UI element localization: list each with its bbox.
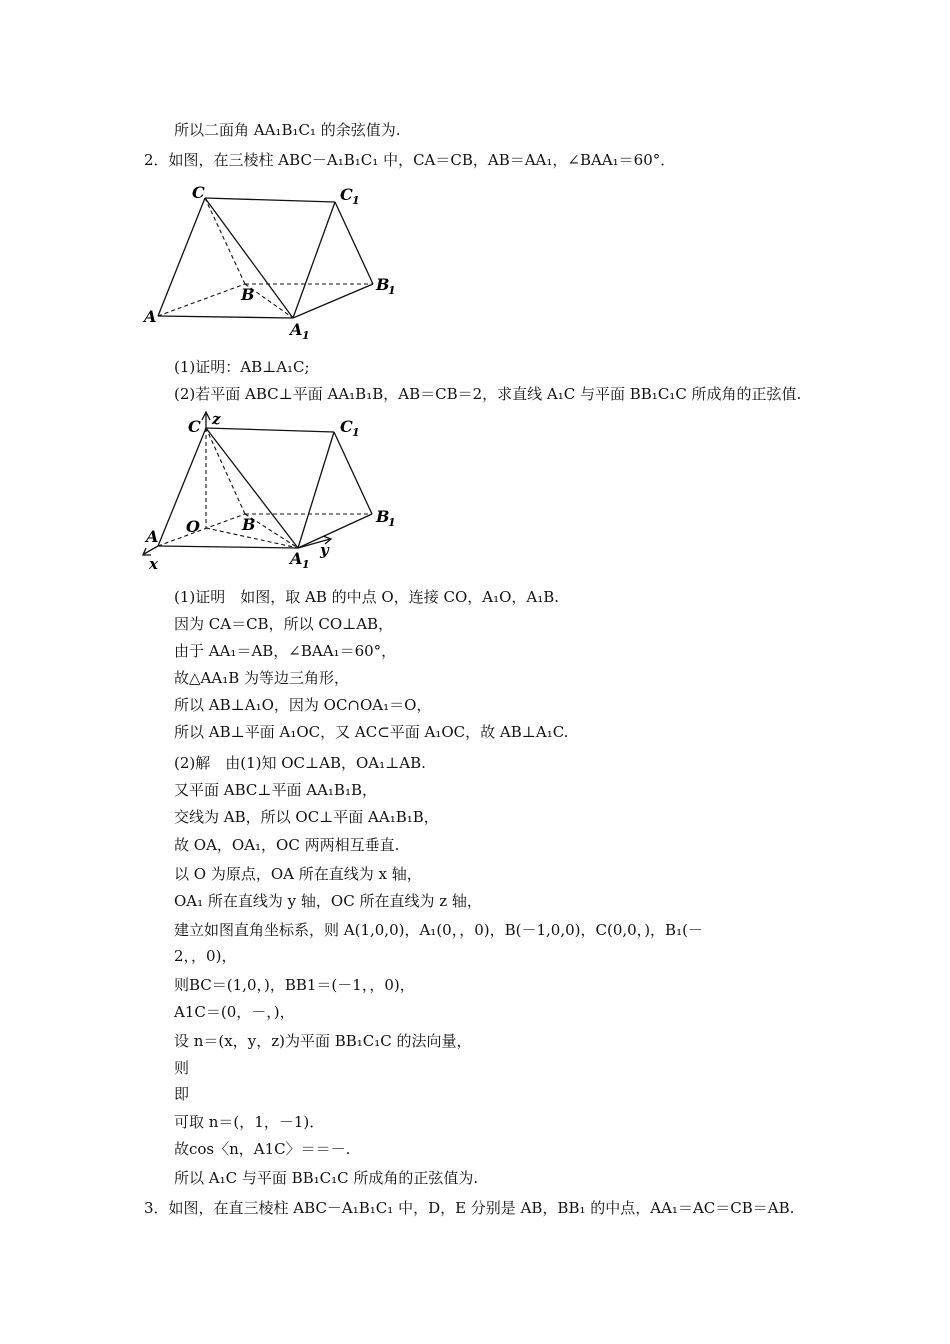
label-y: y	[320, 541, 329, 559]
label-C1-sub: 1	[352, 426, 360, 439]
solution-line-10: A1C＝(0，－，)，	[174, 1003, 295, 1021]
solution-line-12: 则	[174, 1059, 190, 1077]
label-A1-sub: 1	[302, 558, 310, 571]
label-B: B	[241, 285, 255, 304]
solution-line-11: 设 n＝(x，y，z)为平面 BB₁C₁C 的法向量，	[174, 1032, 472, 1050]
prism-figure-2	[140, 408, 400, 574]
solution-line-13: 即	[174, 1085, 190, 1103]
label-O: O	[186, 517, 200, 536]
label-B: B	[242, 515, 256, 534]
solution-line-1: (2)解 由(1)知 OC⊥AB，OA₁⊥AB.	[174, 754, 426, 772]
text-line-1: 所以二面角 AA₁B₁C₁ 的余弦值为.	[174, 121, 401, 139]
solution-line-7: 建立如图直角坐标系，则 A(1,0,0)，A₁(0，，0)，B(－1,0,0)，C(0,0，)，B₁(－	[174, 921, 703, 939]
label-C1: C	[340, 185, 353, 204]
label-C: C	[188, 417, 201, 436]
problem-2-statement: 2．如图，在三棱柱 ABC－A₁B₁C₁ 中，CA＝CB，AB＝AA₁，∠BAA₁＝60°．	[144, 151, 676, 169]
label-C1: C	[340, 417, 353, 436]
prism-figure-1	[140, 180, 400, 340]
proof-line-6: 所以 AB⊥平面 A₁OC，又 AC⊂平面 A₁OC，故 AB⊥A₁C.	[174, 723, 569, 741]
solution-line-9: 则BC＝(1,0，)，BB1＝(－1，，0)，	[174, 976, 415, 994]
part-1-statement: (1)证明：AB⊥A₁C;	[174, 358, 310, 376]
solution-line-16: 所以 A₁C 与平面 BB₁C₁C 所成角的正弦值为.	[174, 1169, 479, 1187]
label-A1-sub: 1	[302, 329, 310, 340]
proof-line-5: 所以 AB⊥A₁O，因为 OC∩OA₁＝O，	[174, 696, 432, 714]
solution-line-5: 以 O 为原点，OA 所在直线为 x 轴，	[174, 865, 422, 883]
solution-line-3: 交线为 AB，所以 OC⊥平面 AA₁B₁B，	[174, 808, 439, 826]
label-C: C	[192, 183, 205, 202]
label-x: x	[149, 555, 158, 573]
problem-3-statement: 3．如图，在直三棱柱 ABC－A₁B₁C₁ 中，D，E 分别是 AB，BB₁ 的中点，AA₁＝AC＝CB＝AB.	[144, 1199, 795, 1217]
label-A1: A	[290, 320, 303, 339]
solution-line-4: 故 OA，OA₁，OC 两两相互垂直.	[174, 836, 400, 854]
label-A: A	[144, 307, 157, 326]
label-z: z	[212, 410, 221, 428]
solution-line-8: 2，，0)，	[174, 947, 237, 965]
solution-line-2: 又平面 ABC⊥平面 AA₁B₁B，	[174, 781, 377, 799]
label-A: A	[146, 527, 159, 546]
proof-line-1: (1)证明 如图，取 AB 的中点 O，连接 CO，A₁O，A₁B.	[174, 588, 560, 606]
label-B1-sub: 1	[388, 516, 396, 529]
proof-line-2: 因为 CA＝CB，所以 CO⊥AB，	[174, 615, 394, 633]
proof-line-3: 由于 AA₁＝AB，∠BAA₁＝60°，	[174, 642, 397, 660]
solution-line-14: 可取 n＝(，1，－1)．	[174, 1113, 325, 1131]
solution-line-15: 故cos〈n，A1C〉＝＝－.	[174, 1140, 351, 1158]
label-A1: A	[290, 549, 303, 568]
label-B1: B	[376, 507, 390, 526]
proof-line-4: 故△AA₁B 为等边三角形，	[174, 669, 350, 687]
part-2-statement: (2)若平面 ABC⊥平面 AA₁B₁B，AB＝CB＝2，求直线 A₁C 与平面 BB₁C₁C 所成角的正弦值.	[174, 385, 802, 403]
label-B1-sub: 1	[388, 284, 396, 297]
label-B1: B	[376, 275, 390, 294]
solution-line-6: OA₁ 所在直线为 y 轴，OC 所在直线为 z 轴，	[174, 892, 482, 910]
label-C1-sub: 1	[352, 194, 360, 207]
